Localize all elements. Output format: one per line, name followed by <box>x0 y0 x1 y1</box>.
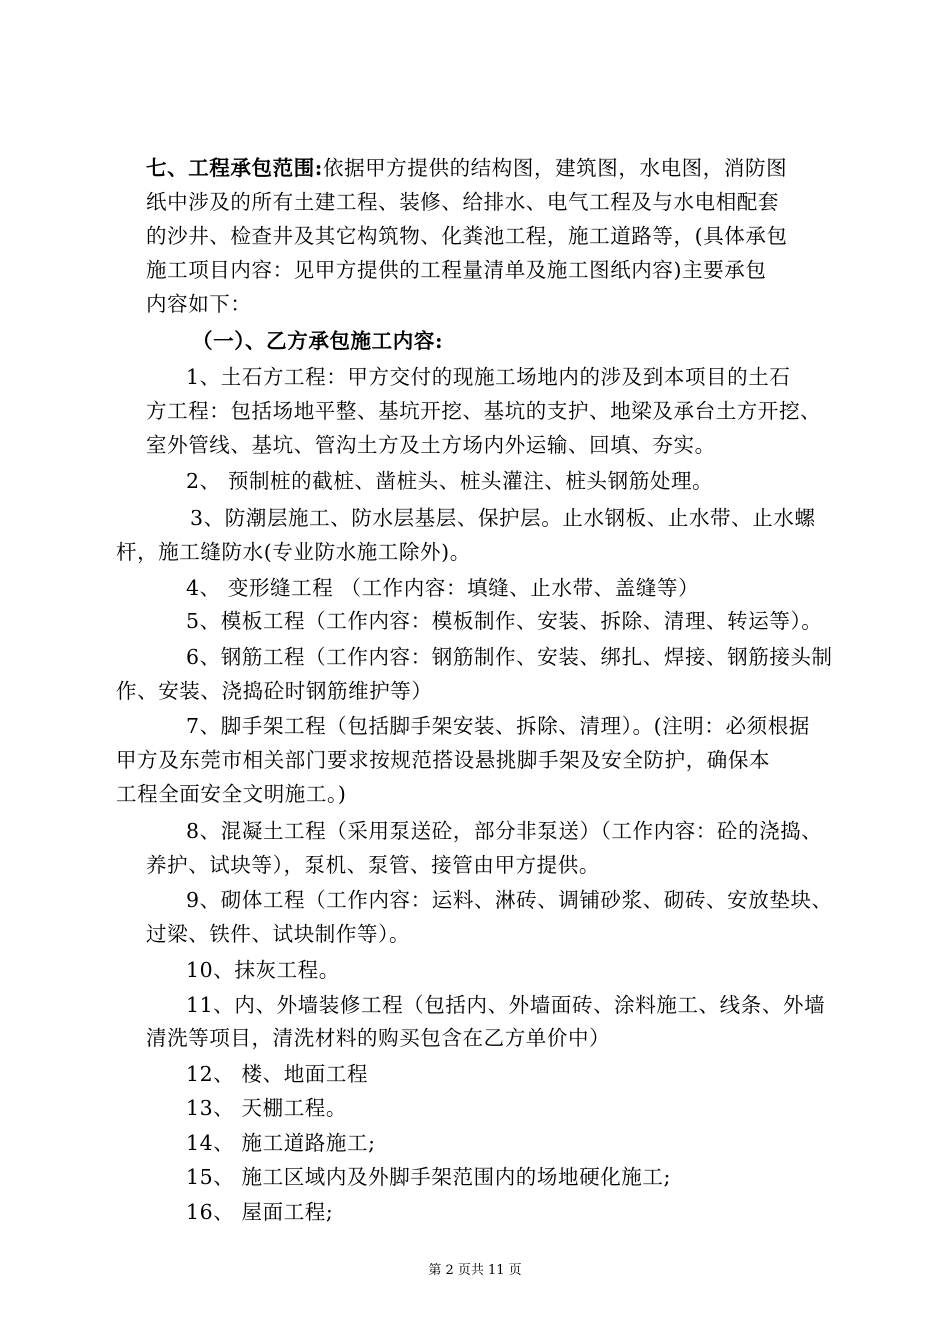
item-16: 16、 屋面工程; <box>186 1200 334 1224</box>
item-10: 10、抹灰工程。 <box>186 958 340 982</box>
item-6-line-2: 作、安装、浇捣砼时钢筋维护等） <box>116 679 433 703</box>
item-1-line-3: 室外管线、基坑、管沟土方及土方场内外运输、回填、夯实。 <box>146 433 716 457</box>
section7-line-5: 内容如下： <box>146 292 252 316</box>
item-8-line-1: 8、混凝土工程（采用泵送砼，部分非泵送）（工作内容：砼的浇捣、 <box>186 819 823 843</box>
item-9-line-2: 过梁、铁件、试块制作等）。 <box>146 922 411 946</box>
section7-heading: 七、工程承包范围: <box>146 156 323 180</box>
item-8-line-2: 养护、试块等），泵机、泵管、接管由甲方提供。 <box>146 853 600 877</box>
section7-line-2: 纸中涉及的所有土建工程、装修、给排水、电气工程及与水电相配套 <box>146 190 779 214</box>
subsection-heading: （一）、乙方承包施工内容: <box>192 329 444 353</box>
item-15: 15、 施工区域内及外脚手架范围内的场地硬化施工; <box>186 1165 672 1189</box>
item-3-line-2: 杆，施工缝防水(专业防水施工除外)。 <box>116 540 471 564</box>
item-1-line-2: 方工程：包括场地平整、基坑开挖、基坑的支护、地梁及承台土方开挖、 <box>146 399 822 423</box>
section7-line-3: 的沙井、检查井及其它构筑物、化粪池工程，施工道路等，(具体承包 <box>146 224 788 248</box>
item-14: 14、 施工道路施工; <box>186 1131 376 1155</box>
item-7-line-2: 甲方及东莞市相关部门要求按规范搭设悬挑脚手架及安全防护，确保本 <box>116 748 771 772</box>
section7-line-4: 施工项目内容：见甲方提供的工程量清单及施工图纸内容)主要承包 <box>146 258 767 282</box>
item-4: 4、 变形缝工程 （工作内容：填缝、止水带、盖缝等） <box>186 576 700 600</box>
section7-line-1 <box>146 154 787 182</box>
item-12: 12、 楼、地面工程 <box>186 1062 369 1086</box>
item-11-line-2: 清洗等项目，清洗材料的购买包含在乙方单价中） <box>146 1026 611 1050</box>
item-9-line-1: 9、砌体工程（工作内容：运料、淋砖、调铺砂浆、砌砖、安放垫块、 <box>186 888 833 912</box>
item-3-line-1: 3、防潮层施工、防水层基层、保护层。止水钢板、止水带、止水螺 <box>190 506 816 530</box>
item-6-line-1: 6、钢筋工程（工作内容：钢筋制作、安装、绑扎、焊接、钢筋接头制 <box>186 645 833 669</box>
item-13: 13、 天棚工程。 <box>186 1096 348 1120</box>
item-2: 2、 预制桩的截桩、凿桩头、桩头灌注、桩头钢筋处理。 <box>186 469 714 493</box>
item-7-line-1: 7、脚手架工程（包括脚手架安装、拆除、清理）。(注明：必须根据 <box>186 714 810 738</box>
item-1-line-1: 1、土石方工程：甲方交付的现施工场地内的涉及到本项目的土石 <box>186 365 791 389</box>
section7-text: 依据甲方提供的结构图，建筑图，水电图，消防图 <box>322 156 788 180</box>
item-11-line-1: 11、内、外墙装修工程（包括内、外墙面砖、涂料施工、线条、外墙 <box>186 993 826 1017</box>
item-7-line-3: 工程全面安全文明施工。) <box>116 782 347 806</box>
item-5: 5、模板工程（工作内容：模板制作、安装、拆除、清理、转运等）。 <box>186 609 823 633</box>
page-number: 第 2 页共 11 页 <box>428 1263 522 1278</box>
